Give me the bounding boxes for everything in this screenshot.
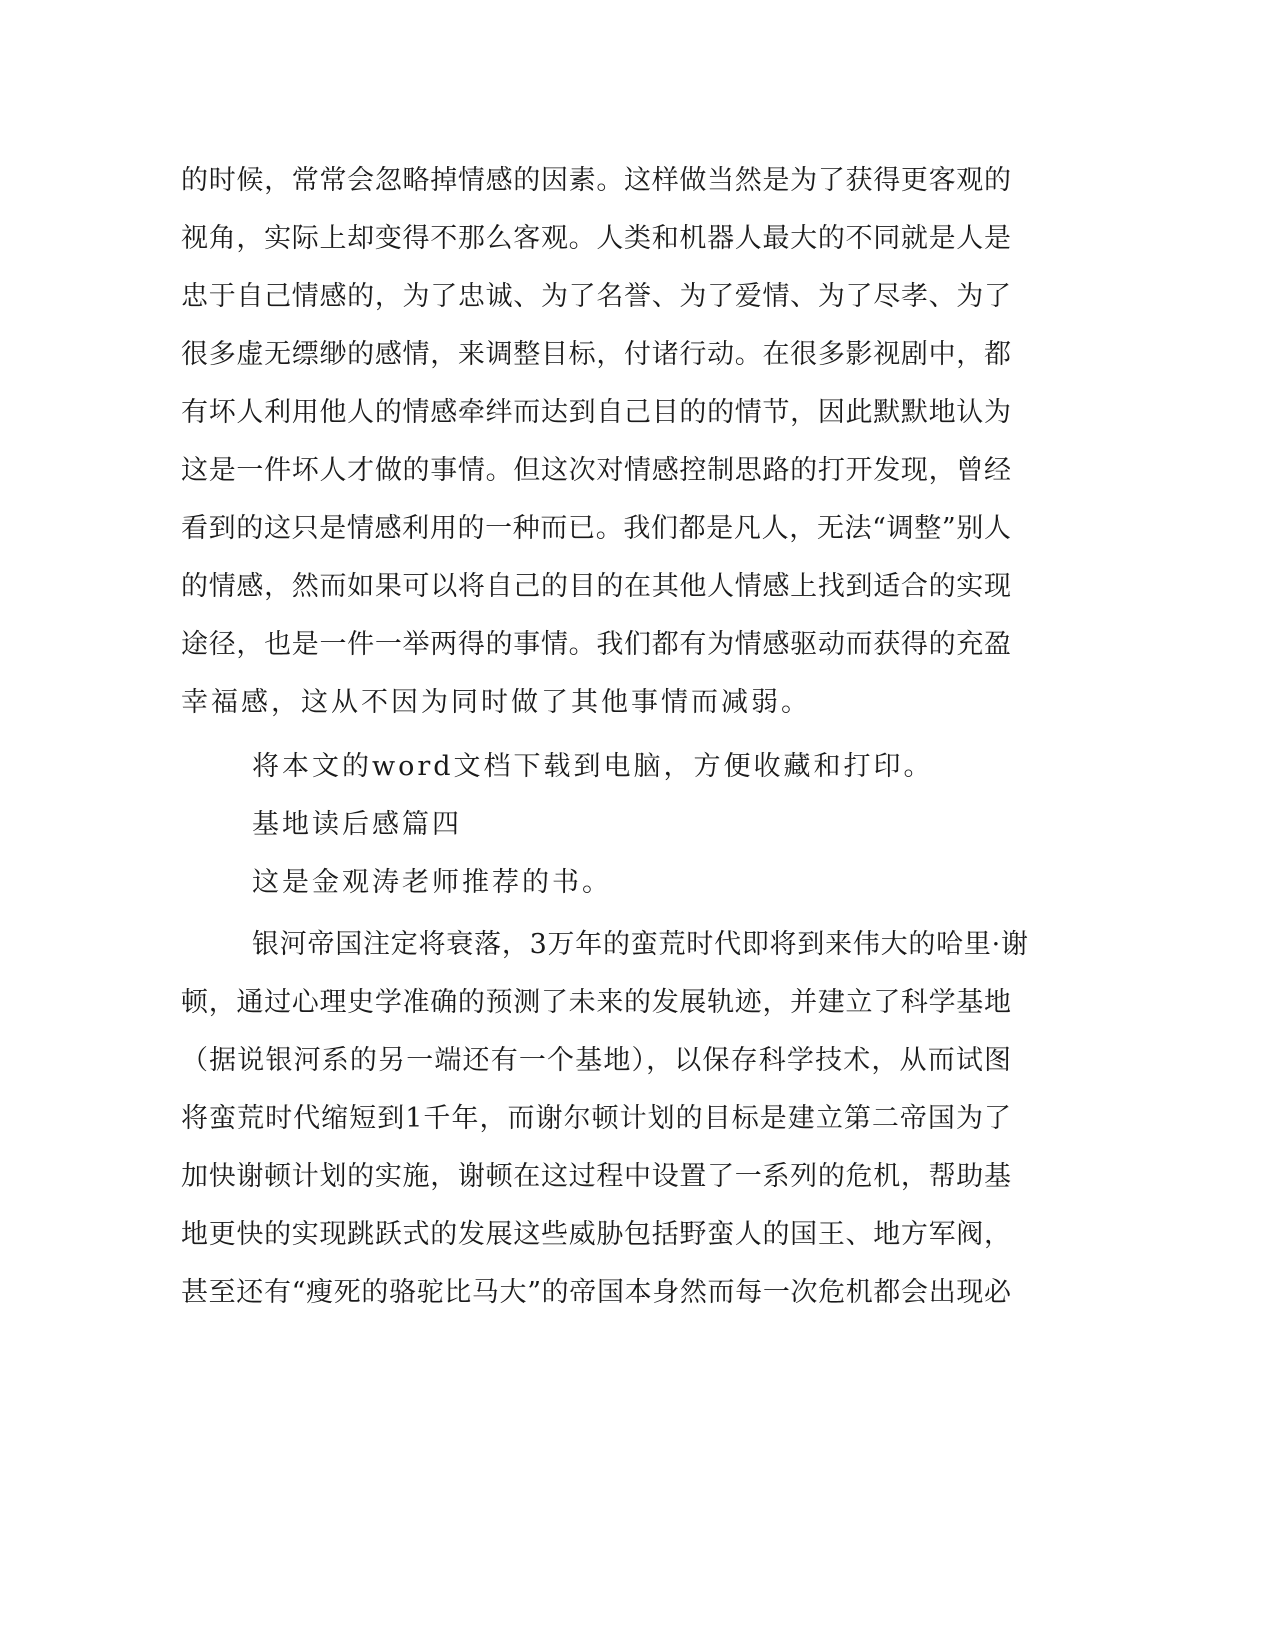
paragraph-5-line-2: 顿，通过心理史学准确的预测了未来的发展轨迹，并建立了科学基地 (181, 987, 1011, 1018)
paragraph-1-line-9: 途径，也是一件一举两得的事情。我们都有为情感驱动而获得的充盈 (181, 629, 1011, 660)
paragraph-5-line-6: 地更快的实现跳跃式的发展这些威胁包括野蛮人的国王、地方军阀， (181, 1219, 1011, 1250)
paragraph-1-line-8: 的情感，然而如果可以将自己的目的在其他人情感上找到适合的实现 (181, 571, 1011, 602)
section-title: 基地读后感篇四 (252, 809, 462, 840)
recommendation-line: 这是金观涛老师推荐的书。 (252, 867, 612, 898)
paragraph-1-line-2: 视角，实际上却变得不那么客观。人类和机器人最大的不同就是人是 (181, 223, 1011, 254)
paragraph-1-line-4: 很多虚无缥缈的感情，来调整目标，付诸行动。在很多影视剧中，都 (181, 339, 1011, 370)
paragraph-5-line-4: 将蛮荒时代缩短到1千年，而谢尔顿计划的目标是建立第二帝国为了 (181, 1103, 1011, 1134)
paragraph-1-line-6: 这是一件坏人才做的事情。但这次对情感控制思路的打开发现，曾经 (181, 455, 1011, 486)
paragraph-5-line-5: 加快谢顿计划的实施，谢顿在这过程中设置了一系列的危机，帮助基 (181, 1161, 1011, 1192)
paragraph-5-line-1: 银河帝国注定将衰落，3万年的蛮荒时代即将到来伟大的哈里·谢 (252, 929, 1028, 960)
paragraph-5-line-7: 甚至还有“瘦死的骆驼比马大”的帝国本身然而每一次危机都会出现必 (181, 1277, 1011, 1308)
paragraph-1-line-1: 的时候，常常会忽略掉情感的因素。这样做当然是为了获得更客观的 (181, 165, 1011, 196)
download-note: 将本文的word文档下载到电脑，方便收藏和打印。 (252, 751, 934, 782)
paragraph-1-line-7: 看到的这只是情感利用的一种而已。我们都是凡人，无法“调整”别人 (181, 513, 1011, 544)
paragraph-1-line-10: 幸福感，这从不因为同时做了其他事情而减弱。 (181, 687, 811, 718)
paragraph-1-line-5: 有坏人利用他人的情感牵绊而达到自己目的的情节，因此默默地认为 (181, 397, 1011, 428)
paragraph-5-line-3: （据说银河系的另一端还有一个基地），以保存科学技术，从而试图 (181, 1045, 1011, 1076)
paragraph-1-line-3: 忠于自己情感的，为了忠诚、为了名誉、为了爱情、为了尽孝、为了 (181, 281, 1011, 312)
